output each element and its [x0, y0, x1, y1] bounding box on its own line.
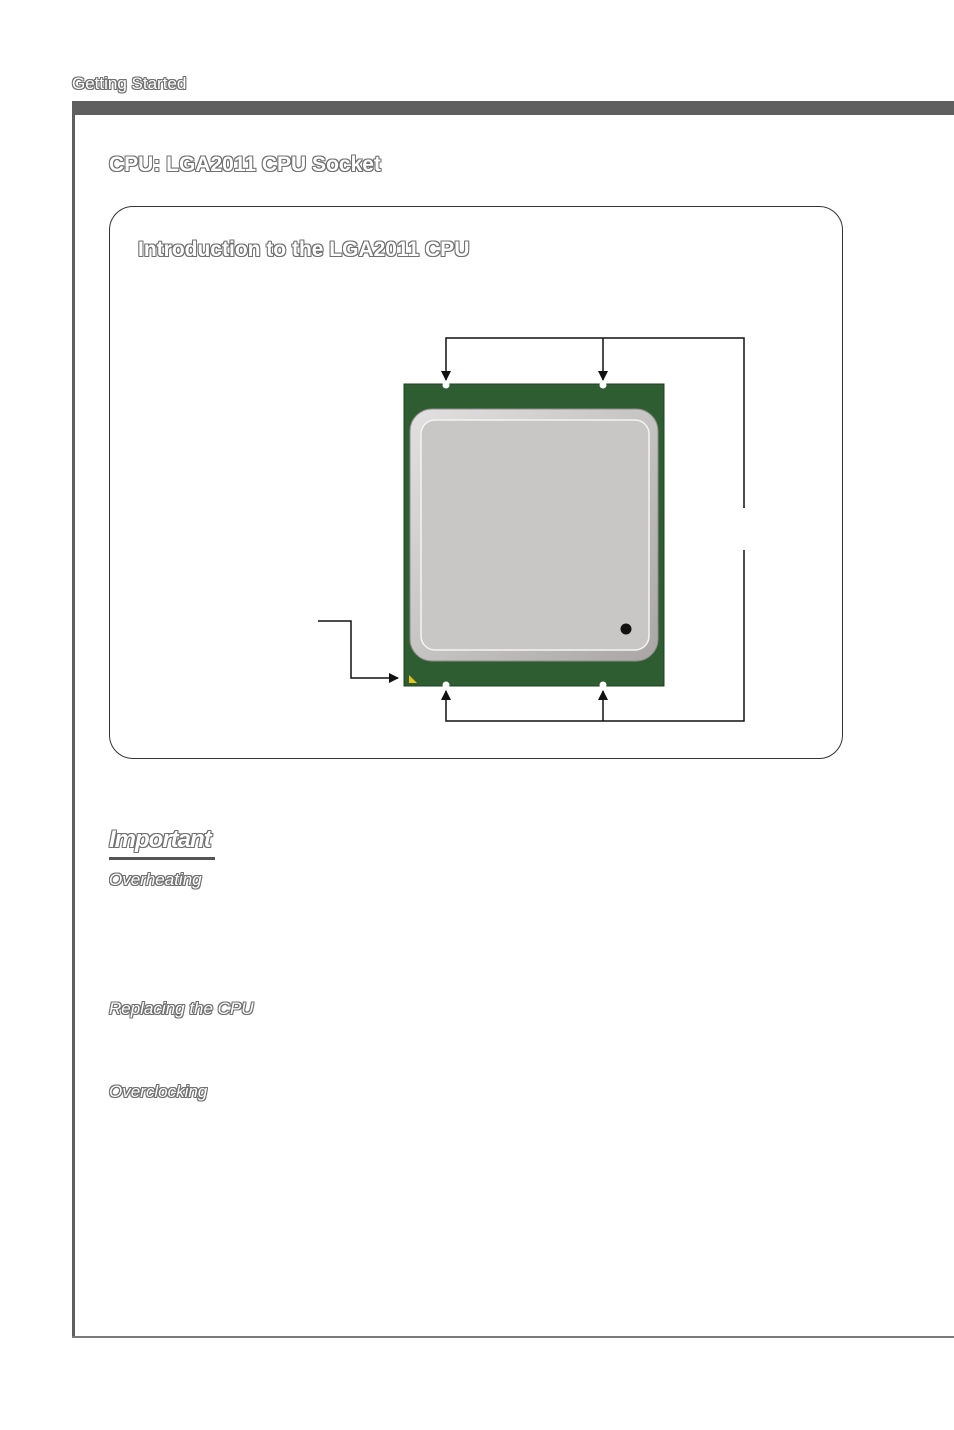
- header-label: Getting Started: [72, 74, 187, 93]
- overheating-heading: Overheating: [109, 870, 202, 889]
- section-title: CPU: LGA2011 CPU Socket: [109, 153, 381, 176]
- header-bar: [72, 101, 954, 115]
- important-underline: [109, 857, 215, 860]
- overclocking-heading: Overclocking: [109, 1082, 208, 1101]
- important-label: Important: [109, 826, 211, 853]
- bottom-rule: [72, 1336, 954, 1338]
- intro-box: [109, 206, 843, 759]
- intro-title: Introduction to the LGA2011 CPU: [138, 238, 470, 261]
- replacing-cpu-heading: Replacing the CPU: [109, 999, 254, 1018]
- left-rule: [72, 101, 75, 1338]
